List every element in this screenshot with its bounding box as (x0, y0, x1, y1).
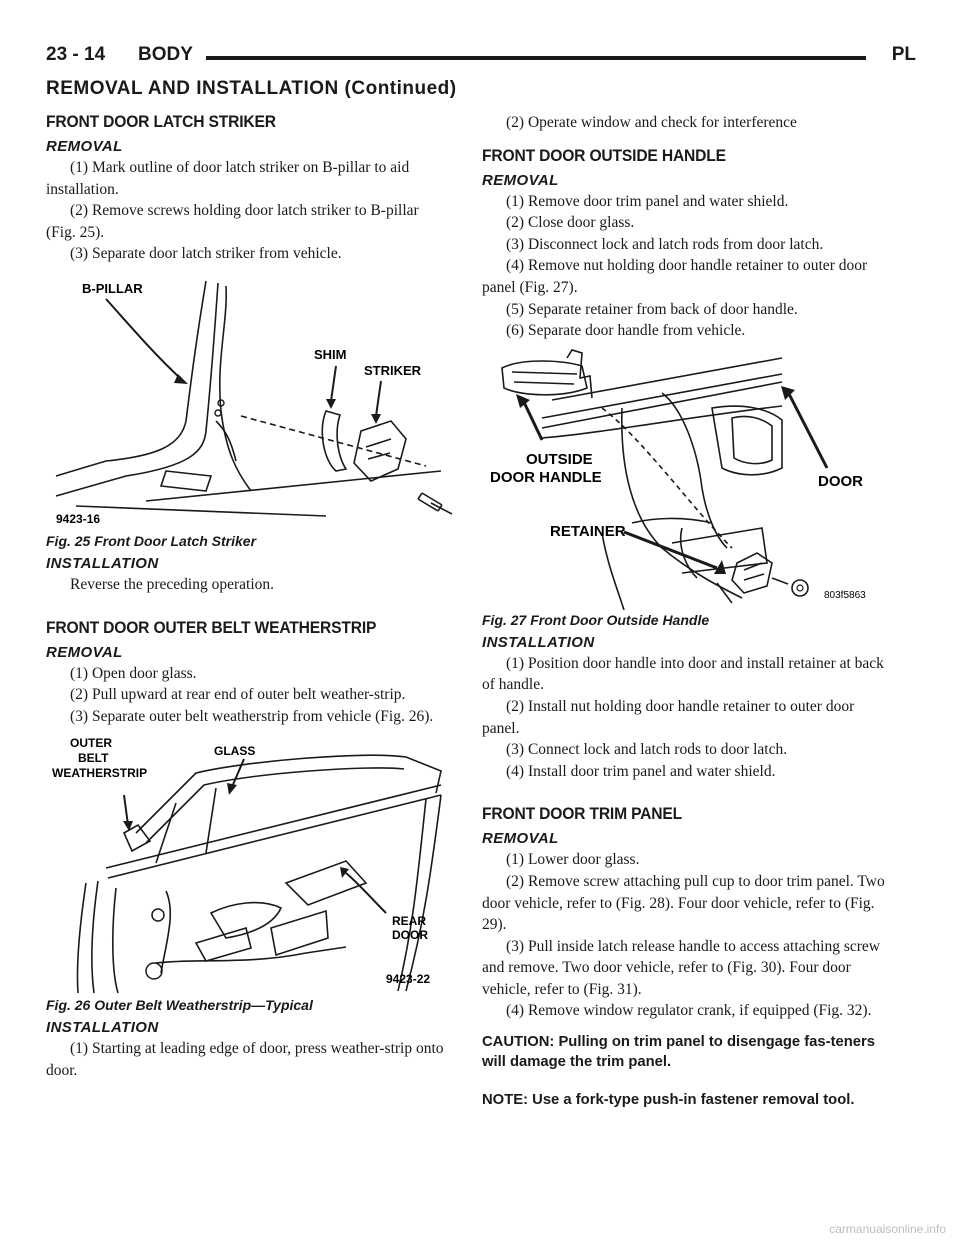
step: (3) Separate door latch striker from vehicle. (70, 245, 342, 263)
step: (6) Separate door handle from vehicle. (506, 322, 746, 340)
outside-handle-illustration (482, 348, 892, 610)
figure-code: 9423-22 (386, 972, 431, 987)
removal-heading: REMOVAL (46, 138, 123, 155)
step: (3) Connect lock and latch rods to door latch. (506, 741, 788, 759)
section-name: BODY (138, 44, 193, 65)
page-header (46, 44, 916, 74)
removal-heading: REMOVAL (482, 171, 559, 189)
step: (2) Pull upward at rear end of outer belt weather-strip. (70, 686, 406, 704)
step: (2) Operate window and check for interference (506, 114, 797, 131)
installation-heading: INSTALLATION (46, 1019, 159, 1037)
left-column (46, 112, 452, 1082)
label-belt: BELT (78, 751, 109, 766)
step: (3) Pull inside latch release handle to access attaching screw and remove. Two door vehicle, refer to (Fig. 30). Four door vehicle, refer to (Fig. 31). (482, 937, 881, 998)
step: (4) Install door trim panel and water shield. (506, 762, 776, 780)
section-title-trim-panel: FRONT DOOR TRIM PANEL (482, 804, 683, 824)
label-glass: GLASS (214, 744, 256, 759)
figure-caption: Fig. 26 Outer Belt Weatherstrip—Typical (46, 997, 313, 1014)
watermark-text: carmanualsonline.info (829, 1222, 946, 1236)
label-door: DOOR (818, 472, 863, 490)
label-weatherstrip: WEATHERSTRIP (52, 766, 148, 781)
section-title-outside-handle: FRONT DOOR OUTSIDE HANDLE (482, 145, 726, 165)
header-rule (206, 56, 866, 60)
figure-26 (46, 733, 452, 995)
figure-caption: Fig. 27 Front Door Outside Handle (482, 611, 710, 628)
tool-note: NOTE: Use a fork-type push-in fastener removal tool. (482, 1092, 855, 1109)
model-code: PL (891, 44, 916, 65)
step: (1) Remove door trim panel and water shield. (506, 192, 789, 210)
figure-code: 9423-16 (56, 511, 101, 526)
installation-heading: INSTALLATION (482, 633, 595, 651)
outer-belt-illustration (46, 733, 452, 995)
removal-heading: REMOVAL (46, 643, 123, 661)
label-door-handle: DOOR HANDLE (490, 468, 602, 486)
step: (2) Remove screws holding door latch striker to B-pillar (Fig. 25). (46, 202, 419, 241)
step: (4) Remove nut holding door handle retainer to outer door panel (Fig. 27). (482, 257, 868, 296)
label-rear: REAR (392, 914, 427, 929)
section-title-latch-striker: FRONT DOOR LATCH STRIKER (46, 112, 276, 131)
step: (4) Remove window regulator crank, if equipped (Fig. 32). (506, 1002, 872, 1020)
step: (2) Remove screw attaching pull cup to door trim panel. Two door vehicle, refer to (Fig. 28). Four door vehicle, refer to (Fig. 29). (482, 872, 885, 934)
right-column (482, 112, 892, 1110)
label-retainer: RETAINER (550, 522, 626, 540)
removal-heading: REMOVAL (482, 830, 559, 848)
step: (2) Install nut holding door handle retainer to outer door panel. (482, 697, 855, 737)
figure-caption: Fig. 25 Front Door Latch Striker (46, 532, 257, 549)
label-outside: OUTSIDE (526, 450, 593, 468)
step: (1) Mark outline of door latch striker on B-pillar to aid installation. (46, 159, 410, 198)
continued-title: REMOVAL AND INSTALLATION (Continued) (46, 78, 457, 99)
step: (3) Disconnect lock and latch rods from door latch. (506, 235, 824, 253)
label-b-pillar: B-PILLAR (82, 280, 143, 296)
figure-27 (482, 348, 892, 610)
step: Reverse the preceding operation. (70, 575, 274, 593)
label-door: DOOR (392, 928, 428, 943)
section-title-outer-belt: FRONT DOOR OUTER BELT WEATHERSTRIP (46, 617, 377, 637)
label-outer: OUTER (70, 736, 112, 751)
caution-note: CAUTION: Pulling on trim panel to disengage fas-teners will damage the trim panel. (482, 1034, 875, 1071)
label-shim: SHIM (314, 346, 347, 362)
step: (5) Separate retainer from back of door handle. (506, 300, 798, 318)
step: (1) Lower door glass. (506, 851, 640, 869)
figure-25 (46, 271, 452, 531)
label-striker: STRIKER (364, 362, 422, 378)
step: (1) Open door glass. (70, 664, 197, 682)
figure-code: 803f5863 (824, 589, 866, 601)
step: (1) Starting at leading edge of door, press weather-strip onto door. (46, 1040, 444, 1079)
latch-striker-illustration (46, 271, 452, 531)
step: (2) Close door glass. (506, 214, 635, 232)
installation-heading: INSTALLATION (46, 554, 159, 572)
page-number: 23 - 14 (46, 44, 106, 65)
step: (1) Position door handle into door and install retainer at back of handle. (482, 654, 884, 694)
step: (3) Separate outer belt weatherstrip from vehicle (Fig. 26). (70, 707, 434, 725)
